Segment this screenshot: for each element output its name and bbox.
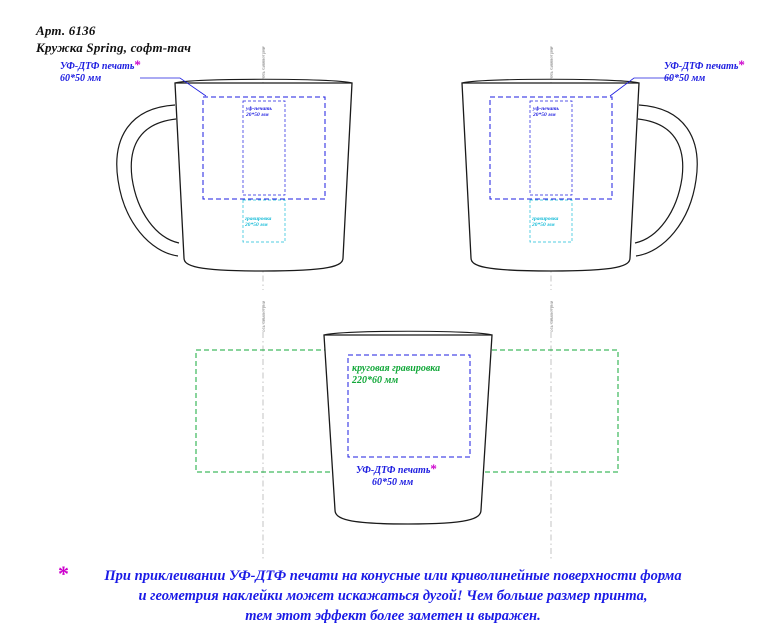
right-callout-label	[664, 58, 745, 84]
bottom-print-star: *	[430, 461, 437, 476]
right-axis-label: ось симметрии	[549, 46, 554, 78]
left-mug-handle-inner	[131, 119, 179, 243]
footnote-star: *	[58, 561, 69, 586]
footnote-line-1: При приклеивании УФ-ДТФ печати на конусные или криволинейные поверхности форма	[104, 568, 682, 584]
left-axis-label: ось симметрии	[261, 46, 266, 78]
left-callout-star: *	[134, 57, 141, 72]
right-callout-size: 60*50 мм	[664, 72, 706, 84]
product-name: Кружка Spring, софт-тач	[36, 40, 192, 55]
right-mug-handle-outer	[636, 105, 697, 256]
left-callout-title: УФ-ДТФ печать	[60, 61, 135, 72]
left-inner-print-label: уф-печать 20*50 мм	[246, 106, 273, 119]
left-mug-handle-outer	[117, 105, 178, 256]
right-mug-view	[462, 46, 697, 290]
right-callout-star: *	[738, 57, 745, 72]
left-callout-size: 60*50 мм	[60, 72, 102, 84]
right-inner-print-label: уф-печать 20*50 мм	[533, 106, 560, 119]
footnote-line-3: тем этот эффект более заметен и выражен.	[245, 608, 541, 624]
bottom-left-axis-label: ось симметрии	[261, 300, 266, 332]
circular-engraving-title: круговая гравировка	[352, 363, 441, 374]
bottom-print-title: УФ-ДТФ печать	[356, 465, 431, 476]
circular-engraving-size: 220*60 мм	[352, 374, 399, 386]
bottom-mug-view	[196, 305, 618, 560]
left-callout-label	[60, 58, 141, 84]
right-mug-handle-inner	[635, 119, 683, 243]
article-number: Арт. 6136	[36, 23, 96, 38]
right-engrave-label: гравировка 20*50 мм	[532, 216, 559, 229]
left-mug-view	[117, 46, 352, 290]
bottom-print-size: 60*50 мм	[372, 476, 414, 488]
footnote-line-2: и геометрия наклейки может искажаться дугой! Чем больше размер принта,	[138, 588, 648, 604]
footnote-text	[48, 566, 738, 626]
left-engrave-label: гравировка 20*50 мм	[245, 216, 272, 229]
bottom-print-label	[356, 462, 437, 488]
right-callout-title: УФ-ДТФ печать	[664, 61, 739, 72]
bottom-right-axis-label: ось симметрии	[549, 300, 554, 332]
circular-engraving-label	[352, 363, 440, 386]
